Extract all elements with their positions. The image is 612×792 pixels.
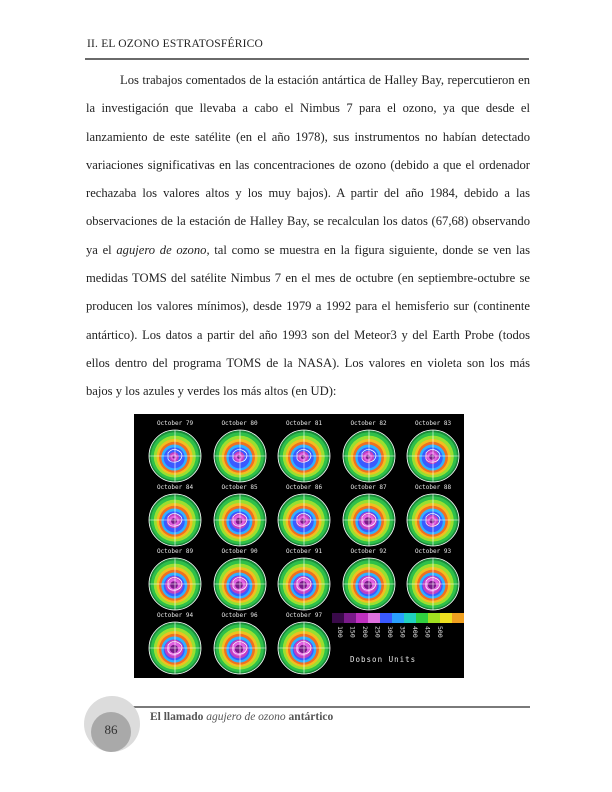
scale-tick-label: 300 — [386, 626, 394, 638]
ozone-map-cell — [144, 548, 206, 612]
ozone-hole-region — [363, 581, 371, 589]
ozone-map-label: October 90 — [221, 548, 258, 555]
ozone-map-label: October 87 — [350, 484, 387, 491]
scale-swatch — [344, 613, 356, 623]
scale-tick-label: 100 — [336, 626, 344, 638]
footer-title-prefix: El llamado — [150, 711, 207, 723]
scale-swatch — [428, 613, 440, 623]
ozone-hole-region — [429, 454, 435, 460]
ozone-hole-region — [365, 455, 369, 459]
running-header: II. EL OZONO ESTRATOSFÉRICO — [87, 38, 263, 50]
ozone-map-globe — [341, 557, 397, 611]
paragraph-text — [86, 66, 530, 406]
ozone-map-cell — [402, 420, 464, 484]
ozone-map-cell — [338, 548, 400, 612]
ozone-map-globe — [405, 429, 461, 483]
ozone-map-cell — [209, 612, 271, 676]
ozone-map-globe — [212, 429, 268, 483]
ozone-map-cell — [338, 420, 400, 484]
ozone-map-label: October 83 — [414, 420, 452, 427]
footer-rule — [130, 706, 530, 708]
ozone-map-label: October 97 — [285, 612, 323, 619]
ozone-map-cell — [144, 420, 206, 484]
ozone-map-cell — [402, 484, 464, 548]
ozone-hole-region — [170, 645, 178, 653]
scale-swatch — [368, 613, 380, 623]
scale-tick-label: 200 — [361, 626, 369, 638]
ozone-map-label: October 93 — [414, 548, 452, 555]
ozone-hole-figure — [134, 414, 464, 678]
ozone-map-globe — [405, 557, 461, 611]
ozone-map-globe — [276, 493, 332, 547]
paragraph-italic-term: agujero de ozono, — [116, 242, 210, 257]
ozone-map-cell — [209, 420, 271, 484]
ozone-map-cell — [209, 548, 271, 612]
scale-tick-label: 250 — [373, 626, 382, 638]
ozone-map-label: October 84 — [156, 484, 194, 491]
scale-swatch — [380, 613, 392, 623]
ozone-hole-region — [364, 517, 372, 525]
ozone-map-globe — [147, 557, 203, 611]
ozone-map-globe — [341, 493, 397, 547]
scale-swatch — [416, 613, 428, 623]
ozone-map-globe — [405, 493, 461, 547]
footer-title — [150, 711, 333, 723]
body-paragraph — [86, 66, 530, 406]
ozone-hole-region — [299, 645, 307, 653]
ozone-map-globe — [147, 493, 203, 547]
scale-swatch — [452, 613, 464, 623]
ozone-hole-region — [428, 581, 436, 589]
scale-swatch — [392, 613, 404, 623]
ozone-map-label: October 79 — [156, 420, 194, 427]
ozone-map-cell — [144, 484, 206, 548]
header-rule — [85, 58, 529, 60]
ozone-map-globe — [341, 429, 397, 483]
ozone-map-globe — [276, 621, 332, 675]
ozone-map-label: October 91 — [285, 548, 323, 555]
ozone-hole-region — [299, 581, 307, 589]
page-number: 86 — [104, 722, 118, 737]
ozone-map-globe — [212, 493, 268, 547]
ozone-map-cell — [402, 548, 464, 612]
ozone-map-label: October 96 — [221, 612, 258, 619]
ozone-map-globe — [147, 621, 203, 675]
ozone-map-globe — [212, 557, 268, 611]
ozone-map-label: October 81 — [285, 420, 323, 427]
ozone-map-cell — [209, 484, 271, 548]
scale-tick-label: 500 — [436, 626, 444, 638]
ozone-map-globe — [276, 557, 332, 611]
scale-tick-label: 350 — [398, 626, 407, 638]
ozone-map-cell — [273, 420, 335, 484]
ozone-hole-region — [300, 518, 306, 524]
ozone-hole-region — [237, 455, 241, 459]
paragraph-part-2: tal como se muestra en la figura siguiente, donde se ven las medidas TOMS del satélite Nimbus 7 en el mes de octubre (en septiembre-octubre se producen los valores mínimos), desde 1979 a 1992 para el hemisferio sur (continente antártico). Los datos a partir del año 1993 son del Meteor3 y del Earth Probe (todos ellos dentro del programa TOMS de la NASA). Los valores en violeta son los más bajos y los azules y verdes los más altos (en UD): — [86, 242, 530, 399]
footer-title-italic: agujero de ozono — [206, 711, 286, 723]
scale-swatch — [440, 613, 452, 623]
ozone-hole-region — [234, 645, 242, 653]
ozone-map-cell — [338, 484, 400, 548]
ozone-map-globe — [276, 429, 332, 483]
ozone-hole-region — [235, 518, 242, 525]
ozone-map-label: October 80 — [221, 420, 258, 427]
ozone-hole-region — [171, 518, 177, 524]
scale-tick-label: 450 — [423, 626, 432, 638]
footer-title-suffix: antártico — [285, 711, 334, 723]
ozone-map-label: October 85 — [221, 484, 258, 491]
ozone-map-label: October 94 — [156, 612, 194, 619]
ozone-map-label: October 88 — [414, 484, 452, 491]
ozone-hole-region — [301, 455, 305, 459]
scale-title: Dobson Units — [350, 655, 417, 664]
ozone-hole-region — [170, 581, 178, 589]
ozone-map-globe — [147, 429, 203, 483]
ozone-map-label: October 89 — [156, 548, 194, 555]
ozone-map-cell — [144, 612, 206, 676]
dobson-color-scale — [330, 611, 450, 671]
scale-tick-label: 400 — [411, 626, 419, 638]
ozone-map-cell — [273, 548, 335, 612]
scale-swatch — [356, 613, 368, 623]
ozone-map-label: October 92 — [350, 548, 387, 555]
ozone-hole-region — [235, 581, 243, 589]
scale-swatch — [404, 613, 416, 623]
scale-color-bar — [332, 613, 464, 623]
ozone-map-cell — [273, 484, 335, 548]
ozone-map-label: October 86 — [285, 484, 323, 491]
ozone-hole-region — [430, 519, 435, 524]
ozone-map-cell — [273, 612, 335, 676]
ozone-map-globe — [212, 621, 268, 675]
paragraph-part-1: Los trabajos comentados de la estación antártica de Halley Bay, repercutieron en la investigación que llevaba a cabo el Nimbus 7 para el ozono, ya que desde el lanzamiento de este satélite (en el año 1978), sus instrumentos no habían detectado variaciones significativas en las concentraciones de ozono (debido a que el ordenador rechazaba los valores altos y los muy bajos). A partir del año 1984, debido a las observaciones de la estación de Halley Bay, se recalculan los datos (67,68) observando ya el — [86, 73, 530, 257]
scale-tick-label: 150 — [348, 626, 357, 638]
ozone-map-label: October 82 — [350, 420, 387, 427]
